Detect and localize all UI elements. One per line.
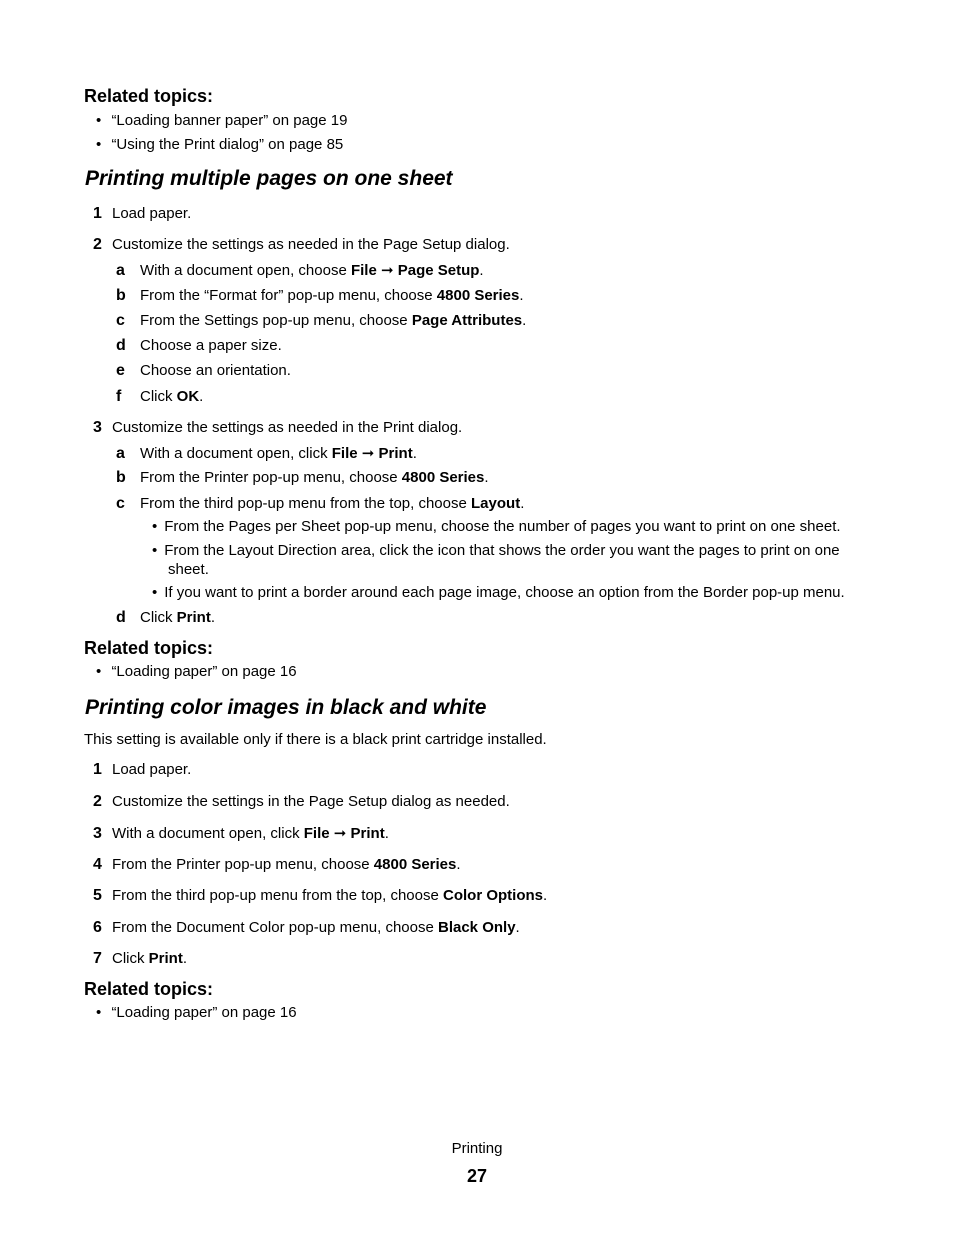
- list-item: • From the Pages per Sheet pop-up menu, choose the number of pages you want to print on one sheet.: [152, 518, 841, 535]
- step-2: 2 Customize the settings in the Page Setup dialog as needed.: [93, 793, 510, 810]
- bullet-icon: •: [96, 1004, 102, 1021]
- bullet-icon: •: [96, 136, 102, 153]
- substep-b: b From the Printer pop-up menu, choose 4800 Series.: [116, 469, 489, 486]
- arrow-icon: ➞: [333, 825, 347, 842]
- step-3: 3 With a document open, click File ➞ Print.: [93, 825, 389, 842]
- bullet-icon: •: [152, 518, 158, 535]
- related-link[interactable]: • “Loading paper” on page 16: [96, 663, 297, 680]
- step-5: 5 From the third pop-up menu from the top, choose Color Options.: [93, 887, 548, 904]
- step-7: 7 Click Print.: [93, 950, 188, 967]
- footer-section-name: Printing: [451, 1140, 503, 1157]
- substep-e: e Choose an orientation.: [116, 362, 291, 379]
- intro-paragraph: This setting is available only if there is a black print cartridge installed.: [84, 731, 547, 748]
- substep-f: f Click OK.: [116, 388, 204, 405]
- substep-b: b From the “Format for” pop-up menu, choose 4800 Series.: [116, 287, 524, 304]
- substep-d: d Click Print.: [116, 609, 216, 626]
- related-link[interactable]: • “Loading banner paper” on page 19: [96, 112, 348, 129]
- substep-a: a With a document open, click File ➞ Print.: [116, 445, 417, 462]
- related-topics-heading: Related topics:: [84, 979, 214, 999]
- step-3: 3 Customize the settings as needed in the Print dialog.: [93, 419, 463, 436]
- step-1: 1 Load paper.: [93, 761, 192, 778]
- bullet-icon: •: [152, 584, 158, 601]
- page-number: 27: [466, 1166, 488, 1186]
- related-topics-heading: Related topics:: [84, 86, 214, 106]
- list-item: • From the Layout Direction area, click the icon that shows the order you want the pages to print on one: [152, 542, 840, 559]
- list-item: • If you want to print a border around each page image, choose an option from the Border pop-up menu.: [152, 584, 845, 601]
- step-1: 1 Load paper.: [93, 205, 192, 222]
- substep-c: c From the third pop-up menu from the top, choose Layout.: [116, 495, 525, 512]
- substep-d: d Choose a paper size.: [116, 337, 282, 354]
- arrow-icon: ➞: [380, 262, 394, 279]
- bullet-icon: •: [96, 663, 102, 680]
- bullet-icon: •: [152, 542, 158, 559]
- related-topics-heading: Related topics:: [84, 638, 214, 658]
- substep-a: a With a document open, choose File ➞ Page Setup.: [116, 262, 484, 279]
- bullet-icon: •: [96, 112, 102, 129]
- related-link[interactable]: • “Using the Print dialog” on page 85: [96, 136, 344, 153]
- related-link[interactable]: • “Loading paper” on page 16: [96, 1004, 297, 1021]
- step-6: 6 From the Document Color pop-up menu, choose Black Only.: [93, 919, 520, 936]
- section-title: Printing color images in black and white: [85, 696, 487, 719]
- step-2: 2 Customize the settings as needed in the Page Setup dialog.: [93, 236, 510, 253]
- step-4: 4 From the Printer pop-up menu, choose 4800 Series.: [93, 856, 461, 873]
- substep-c: c From the Settings pop-up menu, choose Page Attributes.: [116, 312, 527, 329]
- list-item-continuation: sheet.: [168, 561, 209, 578]
- section-title: Printing multiple pages on one sheet: [85, 167, 453, 190]
- arrow-icon: ➞: [361, 445, 375, 462]
